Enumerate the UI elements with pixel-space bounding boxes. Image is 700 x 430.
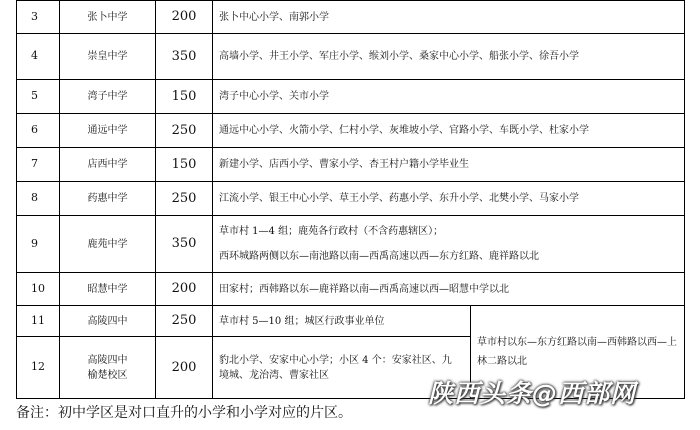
table-row [17,148,685,182]
enrollment-count: 250 [156,306,213,337]
table-row [17,273,685,306]
row-number: 4 [17,34,60,80]
enrollment-count: 200 [156,337,213,399]
row-number: 8 [17,182,60,216]
table-row [17,216,685,273]
table-row [17,80,685,114]
middle-school-name: 药惠中学 [60,182,156,216]
school-line: 高陵四中 [87,354,128,366]
school-district-table [16,0,685,399]
feeder-schools: 田家村；西韩路以东—鹿祥路以南—西禹高速以西—昭慧中学以北 [213,273,685,306]
enrollment-count: 250 [156,182,213,216]
middle-school-name: 张卜中学 [60,1,156,34]
area-line: 西环城路两侧以东—南池路以南—西禹高速以西—东方红路、鹿祥路以北 [219,251,539,262]
row-number: 3 [17,1,60,34]
feeder-schools: 江流小学、银王中心小学、草王小学、药惠小学、东升小学、北樊小学、马家小学 [213,182,685,216]
table-row [17,34,685,80]
row-number: 11 [17,306,60,337]
feeder-schools: 张卜中心小学、南郭小学 [213,1,685,34]
area-line: 豹北小学、安家中心小学；小区 4 个：安家社区、九 [219,354,452,366]
middle-school-name: 昭慧中学 [60,273,156,306]
table-row [17,182,685,216]
feeder-schools [213,216,685,273]
school-line: 榆楚校区 [87,369,128,381]
feeder-schools: 草市村 5—10 组；城区行政事业单位 [213,306,471,337]
enrollment-count: 250 [156,114,213,148]
middle-school-name [60,337,156,399]
middle-school-name: 高陵四中 [60,306,156,337]
row-number: 12 [17,337,60,399]
footnote: 备注：初中学区是对口直升的小学和小学对应的片区。 [16,405,352,421]
feeder-schools: 通远中心小学、火箭小学、仁村小学、灰堆坡小学、官路小学、车既小学、杜家小学 [213,114,685,148]
shared-district-note: 草市村以东—东方红路以南—西韩路以西—上林二路以北 [471,306,685,399]
area-line: 境城、龙治湾、曹家社区 [219,369,329,381]
feeder-schools: 高墙小学、井王小学、军庄小学、缑刘小学、桑家中心小学、船张小学、徐吾小学 [213,34,685,80]
enrollment-count: 200 [156,1,213,34]
middle-school-name: 崇皇中学 [60,34,156,80]
row-number: 7 [17,148,60,182]
enrollment-count: 350 [156,216,213,273]
feeder-schools: 新建小学、店西小学、曹家小学、杏王村户籍小学毕业生 [213,148,685,182]
row-number: 6 [17,114,60,148]
table-row [17,306,685,337]
area-line: 草市村 1—4 组；鹿苑各行政村（不含药惠辖区）； [219,226,444,237]
table-row [17,1,685,34]
enrollment-count: 350 [156,34,213,80]
row-number: 5 [17,80,60,114]
middle-school-name: 通远中学 [60,114,156,148]
watermark-logo: 陕西头条@西部网 [428,379,637,408]
row-number: 10 [17,273,60,306]
table-row [17,114,685,148]
middle-school-name: 湾子中学 [60,80,156,114]
middle-school-name: 店西中学 [60,148,156,182]
row-number: 9 [17,216,60,273]
enrollment-count: 150 [156,148,213,182]
feeder-schools: 湾子中心小学、关市小学 [213,80,685,114]
enrollment-count: 150 [156,80,213,114]
middle-school-name: 鹿苑中学 [60,216,156,273]
enrollment-count: 200 [156,273,213,306]
